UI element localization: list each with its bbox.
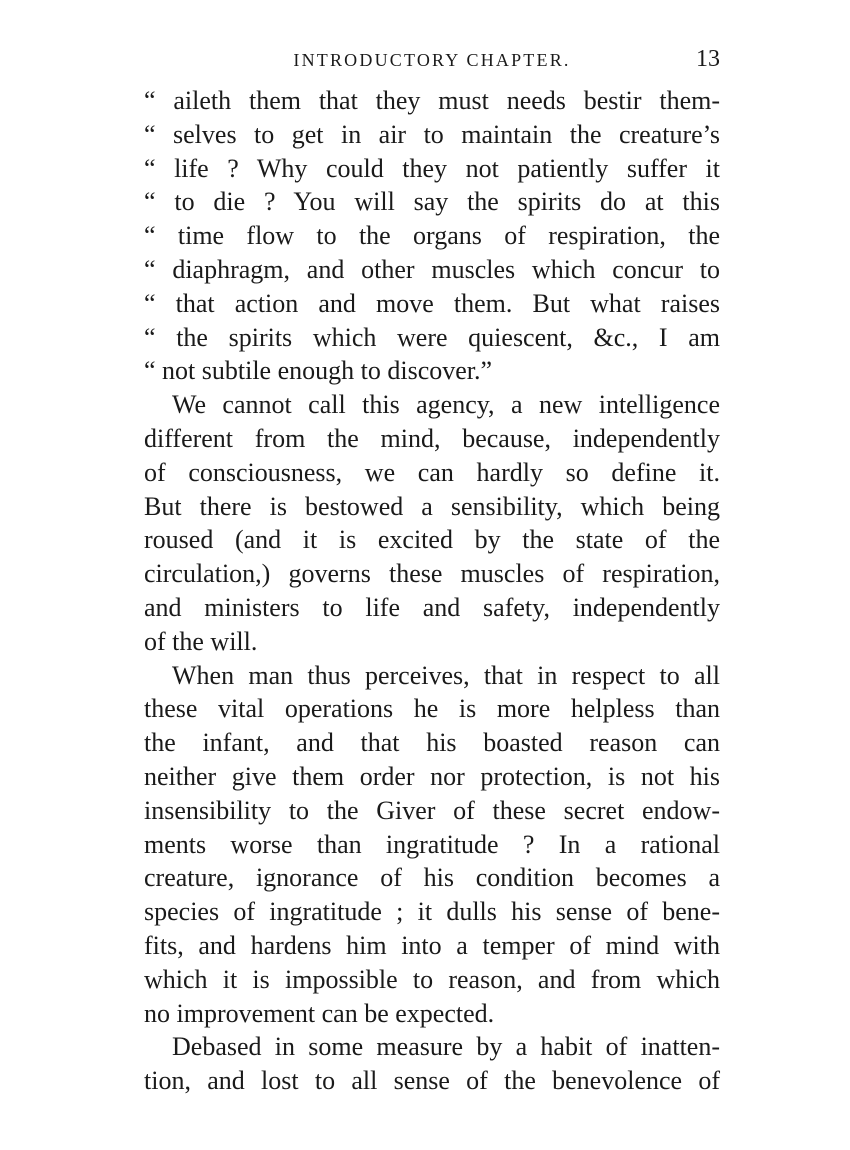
text-line: different from the mind, because, independently [144,423,720,453]
text-line: “ that action and move them. But what raises [144,288,720,318]
text-line: tion, and lost to all sense of the benevolence of [144,1066,720,1096]
text-line: “ to die ? You will say the spirits do at this [144,187,720,217]
text-line: “ the spirits which were quiescent, &c., I am [144,322,720,352]
body-text [144,84,720,1098]
text-line: circulation,) governs these muscles of respiration, [144,559,720,589]
text-line: species of ingratitude ; it dulls his sense of bene- [144,897,720,927]
text-line: insensibility to the Giver of these secret endow- [144,795,720,825]
text-line: “ life ? Why could they not patiently suffer it [144,153,720,183]
running-title: INTRODUCTORY CHAPTER. [293,50,571,70]
text-line: ments worse than ingratitude ? In a rational [144,829,720,859]
text-line: of the will. [144,626,258,656]
page-number: 13 [696,46,720,72]
text-line: which it is impossible to reason, and from which [144,964,720,994]
text-line: fits, and hardens him into a temper of mind with [144,930,720,960]
paragraph-quotation [144,84,720,388]
paragraph-agency [144,388,720,658]
text-line: Debased in some measure by a habit of inatten- [172,1032,720,1062]
paragraph-debased [144,1030,720,1098]
text-line: and ministers to life and safety, independently [144,592,720,622]
text-line: “ time flow to the organs of respiration, the [144,221,720,251]
text-line: “ aileth them that they must needs bestir them- [144,86,720,115]
text-line: the infant, and that his boasted reason can [144,728,720,758]
text-line: “ selves to get in air to maintain the creature’s [144,119,720,149]
text-line: these vital operations he is more helpless than [144,694,720,724]
paragraph-helpless [144,659,720,1031]
text-line: When man thus perceives, that in respect to all [172,660,720,690]
text-line: “ diaphragm, and other muscles which concur to [144,254,720,284]
text-line: no improvement can be expected. [144,998,495,1028]
text-line: roused (and it is excited by the state of the [144,525,720,555]
text-line: But there is bestowed a sensibility, which being [144,491,720,521]
running-head [144,46,720,76]
text-line: creature, ignorance of his condition becomes a [144,863,720,893]
text-line: neither give them order nor protection, is not his [144,761,720,791]
text-line: We cannot call this agency, a new intelligence [172,390,720,420]
text-line: of consciousness, we can hardly so define it. [144,457,720,487]
text-line: “ not subtile enough to discover.” [144,356,493,386]
